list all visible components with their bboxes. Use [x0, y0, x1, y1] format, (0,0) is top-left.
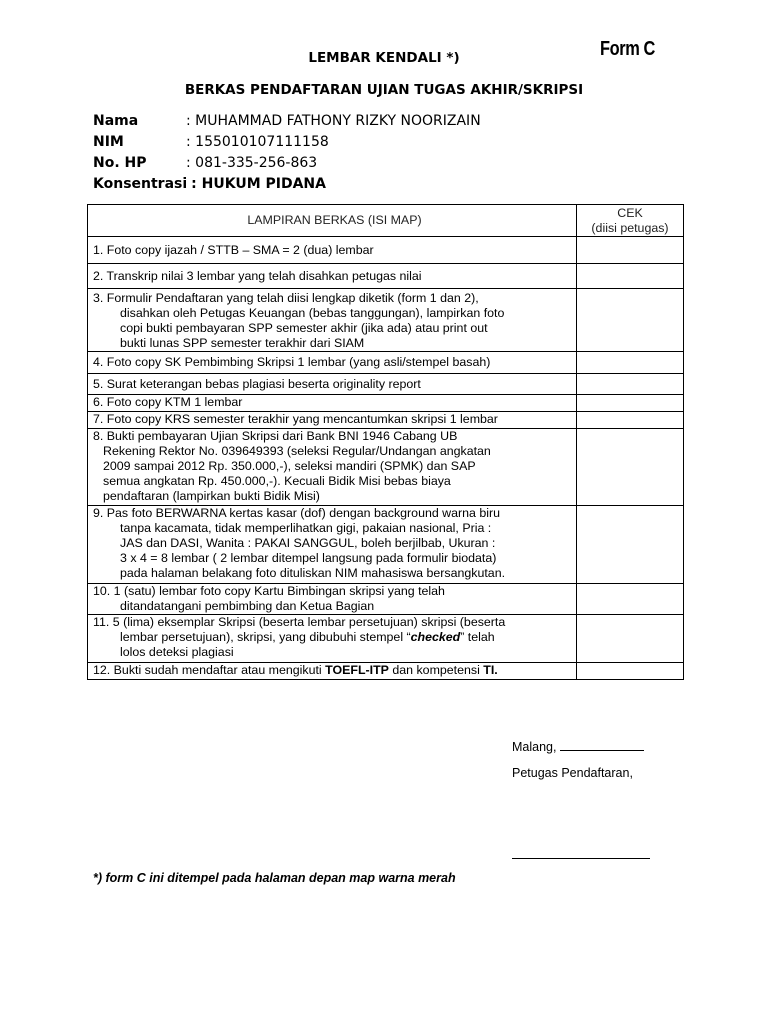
item-text [93, 663, 576, 678]
footnote: *) form C ini ditempel pada halaman depan map warna merah [93, 871, 456, 885]
date-blank-line[interactable] [560, 737, 644, 751]
signature-line[interactable] [512, 846, 650, 859]
konsentrasi-label: Konsentrasi [93, 176, 188, 192]
item-text: JAS dan DASI, Wanita : PAKAI SANGGUL, boleh berjilbab, Ukuran : [120, 536, 496, 550]
info-row-hp [93, 153, 481, 174]
item-text: Rekening Rektor No. 039649393 (seleksi Regular/Undangan angkatan [103, 444, 491, 458]
check-cell[interactable] [577, 289, 684, 352]
item-text: 6. Foto copy KTM 1 lembar [93, 395, 243, 409]
check-cell[interactable] [577, 237, 684, 264]
item-text: bukti lunas SPP semester terakhir dari SIAM [120, 336, 365, 350]
hp-value: : 081-335-256-863 [186, 155, 318, 171]
info-row-nama [93, 111, 481, 132]
item-cell [88, 663, 577, 680]
item-text: semua angkatan Rp. 450.000,-). Kecuali Bidik Misi bebas biaya [103, 474, 451, 488]
item-cell [88, 237, 577, 264]
hp-label: No. HP [93, 155, 147, 171]
check-cell[interactable] [577, 412, 684, 429]
item-text: 2. Transkrip nilai 3 lembar yang telah disahkan petugas nilai [93, 269, 422, 283]
check-cell[interactable] [577, 352, 684, 374]
checklist-table [87, 204, 684, 680]
item-text: 9. Pas foto BERWARNA kertas kasar (dof) dengan background warna biru [93, 506, 501, 520]
check-cell[interactable] [577, 663, 684, 680]
student-info [93, 111, 481, 195]
ti-emphasis: TI. [483, 663, 498, 677]
item-text-part: ” telah [460, 630, 495, 644]
item-cell [88, 264, 577, 289]
table-row [88, 237, 684, 264]
table-row [88, 663, 684, 680]
item-text: 5. Surat keterangan bebas plagiasi beserta originality report [93, 377, 421, 391]
item-text: lolos deteksi plagiasi [120, 645, 234, 659]
item-text: pendaftaran (lampirkan bukti Bidik Misi) [103, 489, 320, 503]
table-row [88, 374, 684, 395]
item-cell [88, 352, 577, 374]
table-row [88, 289, 684, 352]
item-cell [88, 374, 577, 395]
nim-label: NIM [93, 134, 124, 150]
item-text: 8. Bukti pembayaran Ujian Skripsi dari Bank BNI 1946 Cabang UB [93, 429, 458, 443]
header-cek-title: CEK [617, 205, 643, 220]
check-cell[interactable] [577, 429, 684, 506]
header-lampiran: LAMPIRAN BERKAS (ISI MAP) [88, 205, 577, 237]
checked-emphasis: checked [410, 630, 461, 644]
nama-value: : MUHAMMAD FATHONY RIZKY NOORIZAIN [186, 113, 481, 129]
item-text: 7. Foto copy KRS semester terakhir yang mencantumkan skripsi 1 lembar [93, 412, 498, 426]
header-cek-subtitle: (diisi petugas) [591, 220, 669, 235]
table-row [88, 395, 684, 412]
table-header-row [88, 205, 684, 237]
item-cell [88, 615, 577, 663]
item-text: 10. 1 (satu) lembar foto copy Kartu Bimbingan skripsi yang telah [93, 584, 445, 598]
check-cell[interactable] [577, 506, 684, 584]
table-row [88, 615, 684, 663]
item-text: 3. Formulir Pendaftaran yang telah diisi lengkap diketik (form 1 dan 2), [93, 291, 479, 305]
konsentrasi-value: : HUKUM PIDANA [191, 176, 326, 192]
check-cell[interactable] [577, 584, 684, 615]
table-row [88, 584, 684, 615]
table-row [88, 412, 684, 429]
item-cell [88, 395, 577, 412]
item-text: 1. Foto copy ijazah / STTB – SMA = 2 (dua) lembar [93, 243, 374, 257]
table-row [88, 506, 684, 584]
item-text [93, 630, 576, 645]
info-row-konsentrasi [93, 174, 481, 195]
item-text: pada halaman belakang foto dituliskan NIM mahasiswa bersangkutan. [120, 566, 506, 580]
item-cell [88, 584, 577, 615]
toefl-emphasis: TOEFL-ITP [325, 663, 389, 677]
check-cell[interactable] [577, 615, 684, 663]
document-subtitle: BERKAS PENDAFTARAN UJIAN TUGAS AKHIR/SKRIPSI [184, 82, 584, 98]
table-row [88, 352, 684, 374]
item-text: tanpa kacamata, tidak memperlihatkan gigi, pakaian nasional, Pria : [120, 521, 492, 535]
officer-label: Petugas Pendaftaran, [512, 766, 633, 780]
check-cell[interactable] [577, 374, 684, 395]
item-cell [88, 506, 577, 584]
check-cell[interactable] [577, 395, 684, 412]
check-cell[interactable] [577, 264, 684, 289]
form-c-label: Form C [600, 38, 655, 60]
item-text: copi bukti pembayaran SPP semester akhir (jika ada) atau print out [120, 321, 488, 335]
item-text: ditandatangani pembimbing dan Ketua Bagian [120, 599, 375, 613]
table-row [88, 429, 684, 506]
item-cell [88, 429, 577, 506]
item-text: 2009 sampai 2012 Rp. 350.000,-), seleksi mandiri (SPMK) dan SAP [103, 459, 476, 473]
item-text-part: dan kompetensi [388, 663, 484, 677]
signature-place [512, 737, 644, 754]
item-cell [88, 289, 577, 352]
item-text: 11. 5 (lima) eksemplar Skripsi (beserta lembar persetujuan) skripsi (beserta [93, 615, 506, 629]
item-text: 4. Foto copy SK Pembimbing Skripsi 1 lembar (yang asli/stempel basah) [93, 355, 491, 369]
item-text: 3 x 4 = 8 lembar ( 2 lembar ditempel langsung pada formulir biodata) [120, 551, 497, 565]
table-row [88, 264, 684, 289]
info-row-nim [93, 132, 481, 153]
item-cell [88, 412, 577, 429]
item-text: disahkan oleh Petugas Keuangan (bebas tanggungan), lampirkan foto [120, 306, 505, 320]
header-cek [577, 205, 684, 237]
item-text-part: lembar persetujuan), skripsi, yang dibubuhi stempel “ [120, 630, 411, 644]
place-label: Malang, [512, 740, 557, 754]
nama-label: Nama [93, 113, 139, 129]
nim-value: : 155010107111158 [186, 134, 329, 150]
document-title: LEMBAR KENDALI *) [308, 50, 460, 66]
item-text-part: 12. Bukti sudah mendaftar atau mengikuti [93, 663, 326, 677]
